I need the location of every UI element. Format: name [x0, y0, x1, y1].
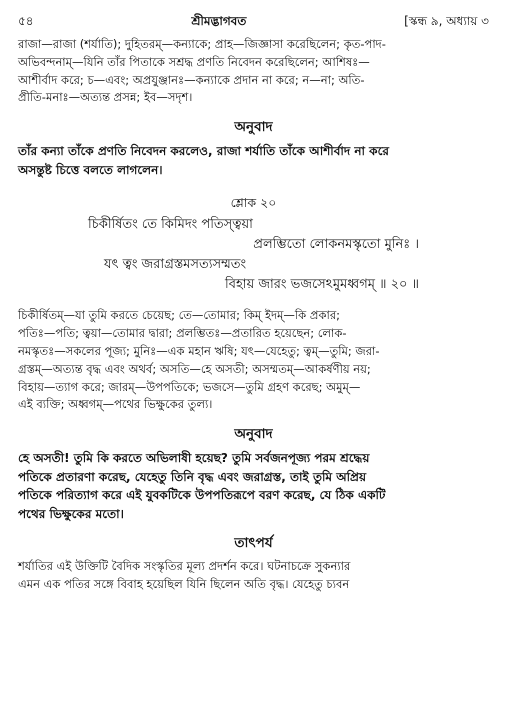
gloss-line: অভিবন্দনাম্—যিনি তাঁর পিতাকে সশ্রদ্ধ প্রণতি নিবেদন করেছিলেন; আশিষঃ— [18, 54, 370, 69]
gloss-line: বিহায়—ত্যাগ করে; জারম্—উপপতিকে; ভজসে—তুমি গ্রহণ করেছ; অমুম্— [18, 379, 361, 394]
chapter-reference: [স্কন্ধ ৯, অধ্যায় ৩ [404, 14, 489, 28]
verse-line: যৎ ত্বং জরাগ্রস্তমসত্যসম্মতং [104, 257, 247, 273]
gloss-line: নমস্কৃতঃ—সকলের পূজ্য; মুনিঃ—এক মহান ঋষি; যৎ—যেহেতু; ত্বম্—তুমি; জরা- [18, 343, 380, 358]
purport-text [18, 558, 489, 594]
gloss-line: পতিঃ—পতি; ত্বয়া—তোমার দ্বারা; প্রলম্ভিতঃ—প্রতারিত হয়েছেন; লোক- [18, 326, 347, 341]
translation-line: পতিকে পরিত্যাগ করে এই যুবকটিকে উপপতিরূপে বরণ করেছ, যে ঠিক একটি [18, 488, 386, 503]
translation-line: হে অসতী! তুমি কি করতে অভিলাষী হয়েছ? তুমি সর্বজনপূজ্য পরম শ্রদ্ধেয় [18, 451, 370, 466]
verse-number: শ্লোক ২০ [230, 195, 277, 211]
gloss-line: রাজা—রাজা (শর্যাতি); দুহিতরম্—কন্যাকে; প্রাহ—জিজ্ঞাসা করেছিলেন; কৃত-পাদ- [18, 37, 386, 51]
gloss-line: চিকীর্ষিতম্—যা তুমি করতে চেয়েছ; তে—তোমার; কিম্ ইদম্—কি প্রকার; [18, 308, 341, 323]
gloss-line: এই ব্যক্তি; অধ্বগম্—পথের ভিক্ষুকের তুল্য। [18, 397, 213, 412]
gloss-line: প্রীতি-মনাঃ—অত্যন্ত প্রসন্ন; ইব—সদৃশ। [18, 90, 193, 105]
word-for-word-gloss [18, 36, 489, 107]
verse-line: প্রলম্ভিতো লোকনমস্কৃতো মুনিঃ । [253, 236, 419, 252]
translation-line: পতিকে প্রতারণা করেছ, যেহেতু তিনি বৃদ্ধ এবং জরাগ্রস্ত, তাই তুমি অপ্রিয় [18, 469, 367, 484]
page-header [18, 12, 489, 34]
translation-line: তাঁর কন্যা তাঁকে প্রণতি নিবেদন করলেও, রাজা শর্যাতি তাঁকে আশীর্বাদ না করে [18, 144, 390, 159]
verse-line: চিকীর্ষিতং তে কিমিদং পতিস্ত্বয়া [88, 216, 253, 232]
gloss-line: গ্রস্তম্—অত্যন্ত বৃদ্ধ এবং অথর্ব; অসতি—হে অসতী; অসম্মতম্—আকর্ষণীয় নয়; [18, 361, 371, 376]
verse-line: বিহায় জারং ভজসেঽমুমধ্বগম্ ॥ ২০ ॥ [225, 277, 419, 293]
translation-text [18, 449, 489, 523]
book-title: শ্রীমদ্ভাগবত [191, 14, 247, 28]
verse-block [18, 193, 489, 295]
purport-line: শর্যাতির এই উক্তিটি বৈদিক সংস্কৃতির মূল্য প্রদর্শন করে। ঘটনাচক্রে সুকন্যার [18, 559, 351, 574]
translation-line: অসন্তুষ্ট চিত্তে বলতে লাগলেন। [18, 162, 163, 177]
purport-line: এমন এক পতির সঙ্গে বিবাহ হয়েছিল যিনি ছিলেন অতি বৃদ্ধ। যেহেতু চ্যবন [18, 577, 350, 592]
translation-text [18, 142, 489, 179]
translation-line: পথের ভিক্ষুকের মতো। [18, 506, 124, 521]
translation-heading: অনুবাদ [234, 119, 273, 136]
translation-heading: অনুবাদ [234, 426, 273, 443]
purport-heading: তাৎপর্য [234, 535, 273, 552]
word-for-word-gloss [18, 307, 489, 414]
page-number: ৫৪ [18, 14, 34, 28]
gloss-line: আশীর্বাদ করে; চ—এবং; অপ্রযুঞ্জানঃ—কন্যাকে প্রদান না করে; ন—না; অতি- [18, 72, 365, 87]
